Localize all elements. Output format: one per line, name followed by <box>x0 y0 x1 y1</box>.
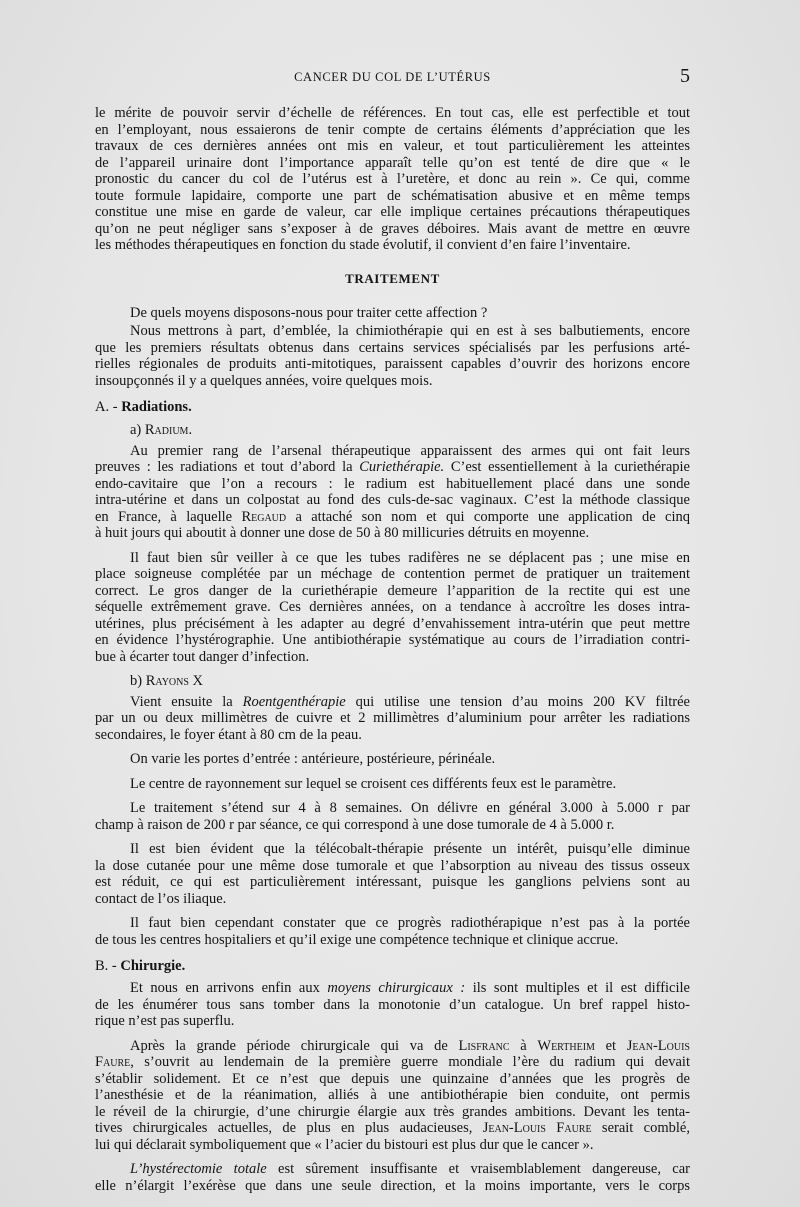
text-line: les méthodes thérapeutiques en fonction du stade évolutif, il convient d’en faire l’inventaire. <box>95 237 631 253</box>
heading-label: B. - <box>95 958 117 974</box>
text-line: toute formule lapidaire, comporte une part de schématisation abusive et en même temps <box>95 187 690 204</box>
page-number: 5 <box>680 65 690 87</box>
small-caps-name: Jean-Louis <box>626 1037 690 1054</box>
text-line: insoupçonnés il y a quelques années, voire quelques mois. <box>95 372 433 389</box>
paragraph <box>95 751 690 768</box>
text-line: par un ou deux millimètres de cuivre et 2 millimètres d’aluminium pour arrêter les radiations <box>95 710 690 726</box>
text-line: Après la grande période chirurgicale qui va de Lisfranc à Wertheim et Jean-Louis <box>130 1037 690 1054</box>
heading-label: b) <box>130 673 143 689</box>
heading-title: Rayons X <box>145 673 204 689</box>
text-line: que les premiers résultats obtenus dans certains services spécialisés par les perfusions arté- <box>95 339 690 356</box>
text-line: la dose cutanée pour une même dose tumorale et que l’absorption au niveau des tissus osseux <box>95 857 690 874</box>
paragraph <box>95 841 690 907</box>
text-line: Au premier rang de l’arsenal thérapeutique apparaissent des armes qui ont fait leurs <box>130 442 690 459</box>
heading-label: A. - <box>95 399 118 415</box>
text-line: Le traitement s’étend sur 4 à 8 semaines. On délivre en général 3.000 à 5.000 r par <box>130 800 690 816</box>
text-line: L’hystérectomie totale est sûrement insuffisante et vraisemblablement dangereuse, car <box>130 1161 690 1177</box>
text-line: le réveil de la chirurgie, d’une chirurgie élargie aux très grandes ambitions. Devant les tenta- <box>95 1103 690 1120</box>
page-body <box>95 105 690 1194</box>
text-line: Il faut bien cependant constater que ce progrès radiothérapique n’est pas à la portée <box>130 915 690 931</box>
text-line: pronostic du cancer du col de l’utérus est à l’uretère, et donc au rein ». Ce qui, comme <box>95 171 690 187</box>
text-line: Nous mettrons à part, d’emblée, la chimiothérapie qui en est à ses balbutiements, encore <box>130 323 690 339</box>
text-line: constitue une mise en garde de valeur, car elle implique certaines précautions thérapeutiques <box>95 204 690 220</box>
paragraph <box>95 1161 690 1194</box>
text-line: le mérite de pouvoir servir d’échelle de références. En tout cas, elle est perfectible et tout <box>95 105 690 121</box>
text-line: elle n’élargit l’exérèse que dans une seule direction, et la moins importante, vers le corps <box>95 1177 690 1194</box>
text-line: rique n’est pas superflu. <box>95 1013 235 1029</box>
text-line: secondaires, le foyer étant à 80 cm de la peau. <box>95 726 362 743</box>
text-line: Faure, s’ouvrit au lendemain de la première guerre mondiale l’ère du radium qui devait <box>95 1054 690 1070</box>
subsection-heading <box>95 399 690 416</box>
text-line: Il est bien évident que la télécobalt-thérapie présente un intérêt, puisqu’elle diminue <box>130 841 690 857</box>
text-line: utérines, plus précisément à les adapter au degré d’envahissement intra-utérin que peut mettre <box>95 615 690 632</box>
subsubsection-heading <box>95 422 690 439</box>
paragraph <box>95 915 690 948</box>
text-line: intra-utérine et dans un colpostat au fond des culs-de-sac vaginaux. C’est la méthode classique <box>95 492 690 508</box>
text-line: Et nous en arrivons enfin aux moyens chirurgicaux : ils sont multiples et il est difficile <box>130 980 690 996</box>
text-line: Le centre de rayonnement sur lequel se croisent ces différents feux est le paramètre. <box>130 775 617 792</box>
small-caps-name: Jean-Louis Faure <box>482 1120 592 1136</box>
text-line: bue à écarter tout danger d’infection. <box>95 648 310 665</box>
text-line: Vient ensuite la Roentgenthérapie qui utilise une tension d’au moins 200 KV filtrée <box>130 693 690 710</box>
paragraph <box>95 980 690 1030</box>
paragraph <box>95 305 690 322</box>
text-line: séquelle extrêmement grave. Ces dernières années, on a tendance à accroître les doses intra- <box>95 599 690 615</box>
text-line: travaux de ces dernières années ont mis en valeur, et tout particulièrement les atteintes <box>95 138 690 154</box>
paragraph <box>95 800 690 833</box>
text-line: On varie les portes d’entrée : antérieure, postérieure, périnéale. <box>130 751 496 767</box>
text-line: est réduit, ce qui est particulièrement intéressant, puisque les ganglions pelviens sont au <box>95 874 690 890</box>
paragraph <box>95 550 690 666</box>
text-line: place soigneuse complétée par un méchage de contention permet de pratiquer un traitement <box>95 566 690 582</box>
paragraph <box>95 443 690 542</box>
subsection-heading <box>95 958 690 975</box>
text-line: à huit jours qui aboutit à donner une dose de 50 à 80 millicuries détruits en moyenne. <box>95 525 590 541</box>
paragraph <box>95 323 690 389</box>
italic-text: moyens chirurgicaux : <box>327 980 466 996</box>
running-title: CANCER DU COL DE L’UTÉRUS <box>294 70 491 84</box>
small-caps-name: Regaud <box>241 508 287 525</box>
text-line: rielles régionales de produits anti-mitotiques, paraissent capables d’ouvrir des horizons encore <box>95 356 690 372</box>
text-line: correct. Le gros danger de la curiethérapie demeure l’apparition de la rectite qui est une <box>95 582 690 599</box>
text-line: en l’employant, nous essaierons de tenir compte de certains éléments d’appréciation que les <box>95 121 690 138</box>
text-line: en France, à laquelle Regaud a attaché son nom et qui comporte une application de cinq <box>95 508 691 525</box>
text-line: tives chirurgicales actuelles, de plus en plus audacieuses, Jean-Louis Faure serait comblé, <box>95 1120 690 1136</box>
heading-title: Chirurgie. <box>120 958 186 974</box>
italic-text: L’hystérectomie totale <box>130 1161 267 1177</box>
small-caps-name: Faure <box>95 1054 131 1070</box>
text-line: s’établir solidement. Et ce n’est que depuis une quinzaine d’années que les progrès de <box>95 1070 690 1087</box>
text-line: de tous les centres hospitaliers et qu’il exige une compétence technique et clinique accrue. <box>95 931 619 948</box>
paragraph <box>95 694 690 744</box>
text-line: qu’on ne peut négliger sans s’exposer à de graves déboires. Mais avant de mettre en œuvre <box>95 220 690 237</box>
paragraph <box>95 1038 690 1154</box>
text-line: en évidence l’hystérographie. Une antibiothérapie systématique au cours de l’irradiation contri- <box>95 632 690 648</box>
heading-label: a) <box>130 422 142 438</box>
text-line: champ à raison de 200 r par séance, ce qui correspond à une dose tumorale de 4 à 5.000 r. <box>95 816 615 833</box>
subsubsection-heading <box>95 673 690 690</box>
section-title: TRAITEMENT <box>345 271 440 286</box>
text-line: contact de l’os iliaque. <box>95 890 227 907</box>
paragraph <box>95 776 690 793</box>
heading-title: Radiations. <box>121 399 192 415</box>
text-line: de l’appareil urinaire dont l’importance apparaît telle qu’on est tenté de dire que « le <box>95 154 690 171</box>
italic-text: Curiethérapie. <box>359 459 445 475</box>
heading-title: Radium. <box>144 422 193 438</box>
text-line: Il faut bien sûr veiller à ce que les tubes radifères ne se déplacent pas ; une mise en <box>130 549 690 566</box>
italic-text: Roentgenthérapie <box>242 693 346 710</box>
small-caps-name: Wertheim <box>537 1037 595 1054</box>
small-caps-name: Lisfranc <box>458 1037 510 1054</box>
text-line: lui qui déclarait symboliquement que « l’acier du bistouri est plus dur que le cancer ». <box>95 1136 594 1153</box>
text-line: De quels moyens disposons-nous pour traiter cette affection ? <box>130 305 488 321</box>
text-line: endo-cavitaire que l’on a recours : le radium est habituellement placé dans une sonde <box>95 475 690 492</box>
paragraph <box>95 105 690 254</box>
text-line: preuves : les radiations et tout d’abord la Curiethérapie. C’est essentiellement à la curiethérapie <box>95 459 690 475</box>
text-line: l’anesthésie et de la réanimation, alliés à une antibiothérapie bien conduite, ont permis <box>95 1087 690 1103</box>
text-line: de les énumérer tous sans tomber dans la monotonie d’un catalogue. Un bref rappel histo- <box>95 996 690 1013</box>
